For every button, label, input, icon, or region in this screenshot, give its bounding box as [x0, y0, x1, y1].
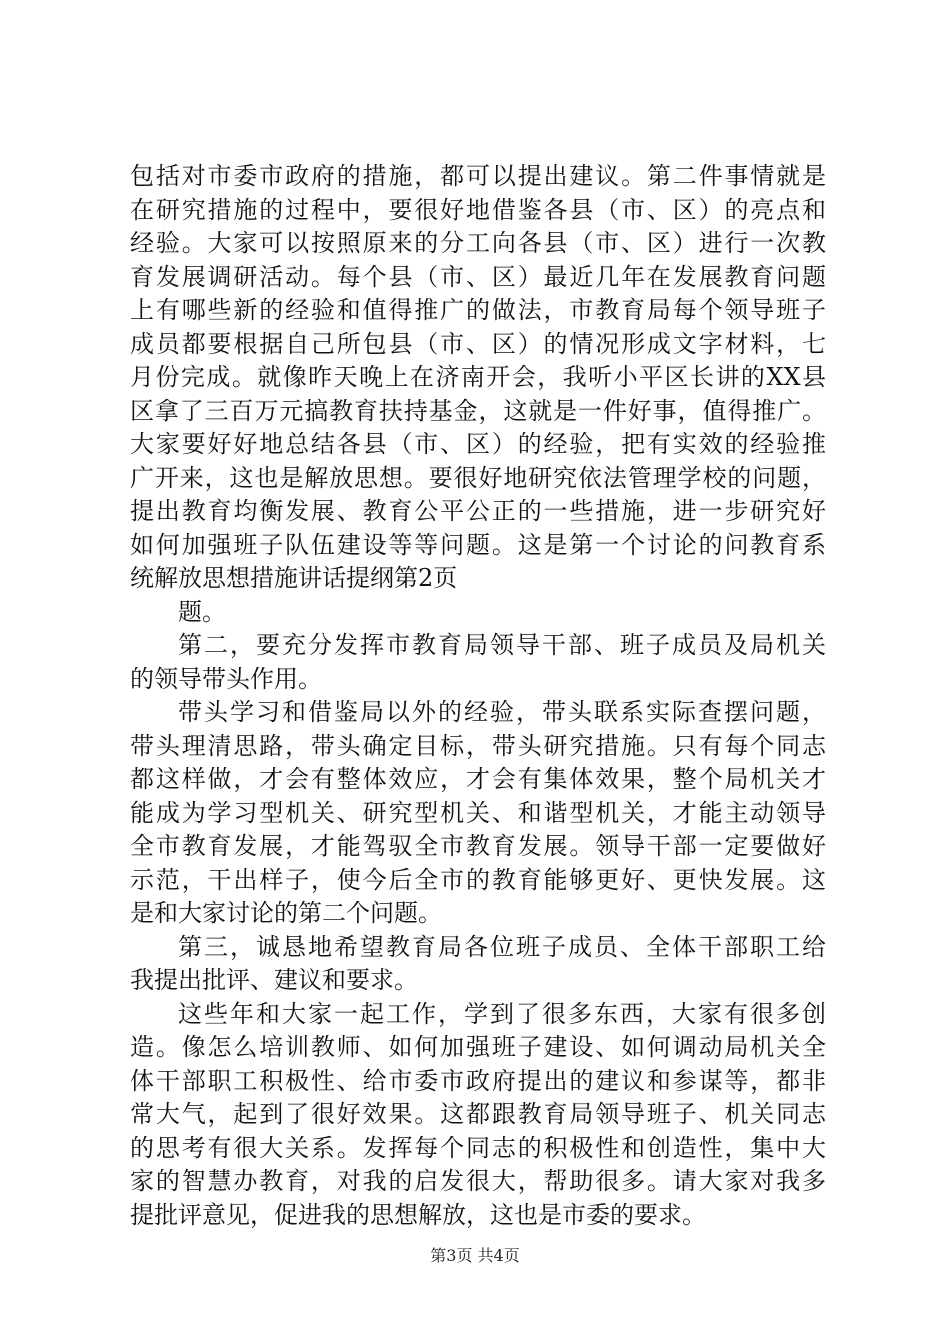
- text-line: 包括对市委市政府的措施，都可以提出建议。第二件事情就是: [130, 162, 826, 190]
- document-body: [130, 160, 826, 1232]
- text-line: 如何加强班子队伍建设等等问题。这是第一个讨论的问教育系: [130, 530, 826, 559]
- text-line: 这些年和大家一起工作，学到了很多东西，大家有很多创: [178, 999, 826, 1028]
- text-line: 上有哪些新的经验和值得推广的做法，市教育局每个领导班子: [130, 296, 826, 324]
- text-line: 带头理清思路，带头确定目标，带头研究措施。只有每个同志: [130, 731, 826, 760]
- text-line: 的思考有很大关系。发挥每个同志的积极性和创造性，集中大: [130, 1133, 826, 1162]
- text-line: 提出教育均衡发展、教育公平公正的一些措施，进一步研究好: [130, 497, 826, 525]
- text-line: 在研究措施的过程中，要很好地借鉴各县（市、区）的亮点和: [130, 195, 826, 224]
- text-line: 能成为学习型机关、研究型机关、和谐型机关，才能主动领导: [130, 798, 826, 827]
- text-line: 造。像怎么培训教师、如何加强班子建设、如何调动局机关全: [130, 1033, 826, 1061]
- text-line: 体干部职工积极性、给市委市政府提出的建议和参谋等，都非: [130, 1066, 826, 1095]
- text-line: 育发展调研活动。每个县（市、区）最近几年在发展教育问题: [130, 262, 826, 291]
- text-line: 常大气，起到了很好效果。这都跟教育局领导班子、机关同志: [130, 1100, 826, 1128]
- text-line: 第二，要充分发挥市教育局领导干部、班子成员及局机关: [178, 631, 826, 659]
- text-line: 带头学习和借鉴局以外的经验，带头联系实际查摆问题，: [178, 698, 826, 726]
- text-line: 月份完成。就像昨天晚上在济南开会，我听小平区长讲的XX县: [130, 363, 826, 391]
- text-line: 示范，干出样子，使今后全市的教育能够更好、更快发展。这: [130, 865, 826, 894]
- page-footer: 第3页 共4页: [430, 1246, 520, 1265]
- text-line: 是和大家讨论的第二个问题。: [130, 899, 442, 927]
- text-line: 大家要好好地总结各县（市、区）的经验，把有实效的经验推: [130, 430, 826, 458]
- text-line: 第三，诚恳地希望教育局各位班子成员、全体干部职工给: [178, 932, 826, 961]
- text-line: 成员都要根据自己所包县（市、区）的情况形成文字材料，七: [130, 329, 826, 358]
- text-line: 的领导带头作用。: [130, 664, 322, 693]
- text-line: 广开来，这也是解放思想。要很好地研究依法管理学校的问题，: [130, 463, 826, 492]
- text-line: 我提出批评、建议和要求。: [130, 966, 418, 994]
- text-line: 提批评意见，促进我的思想解放，这也是市委的要求。: [130, 1200, 706, 1229]
- text-line: 题。: [178, 597, 226, 626]
- text-line: 经验。大家可以按照原来的分工向各县（市、区）进行一次教: [130, 229, 826, 257]
- text-line: 都这样做，才会有整体效应，才会有集体效果，整个局机关才: [130, 765, 826, 793]
- text-line: 家的智慧办教育，对我的启发很大，帮助很多。请大家对我多: [130, 1167, 826, 1195]
- text-line: 区拿了三百万元搞教育扶持基金，这就是一件好事，值得推广。: [130, 396, 826, 425]
- text-line: 统解放思想措施讲话提纲第2页: [130, 564, 458, 592]
- text-line: 全市教育发展，才能驾驭全市教育发展。领导干部一定要做好: [130, 832, 826, 860]
